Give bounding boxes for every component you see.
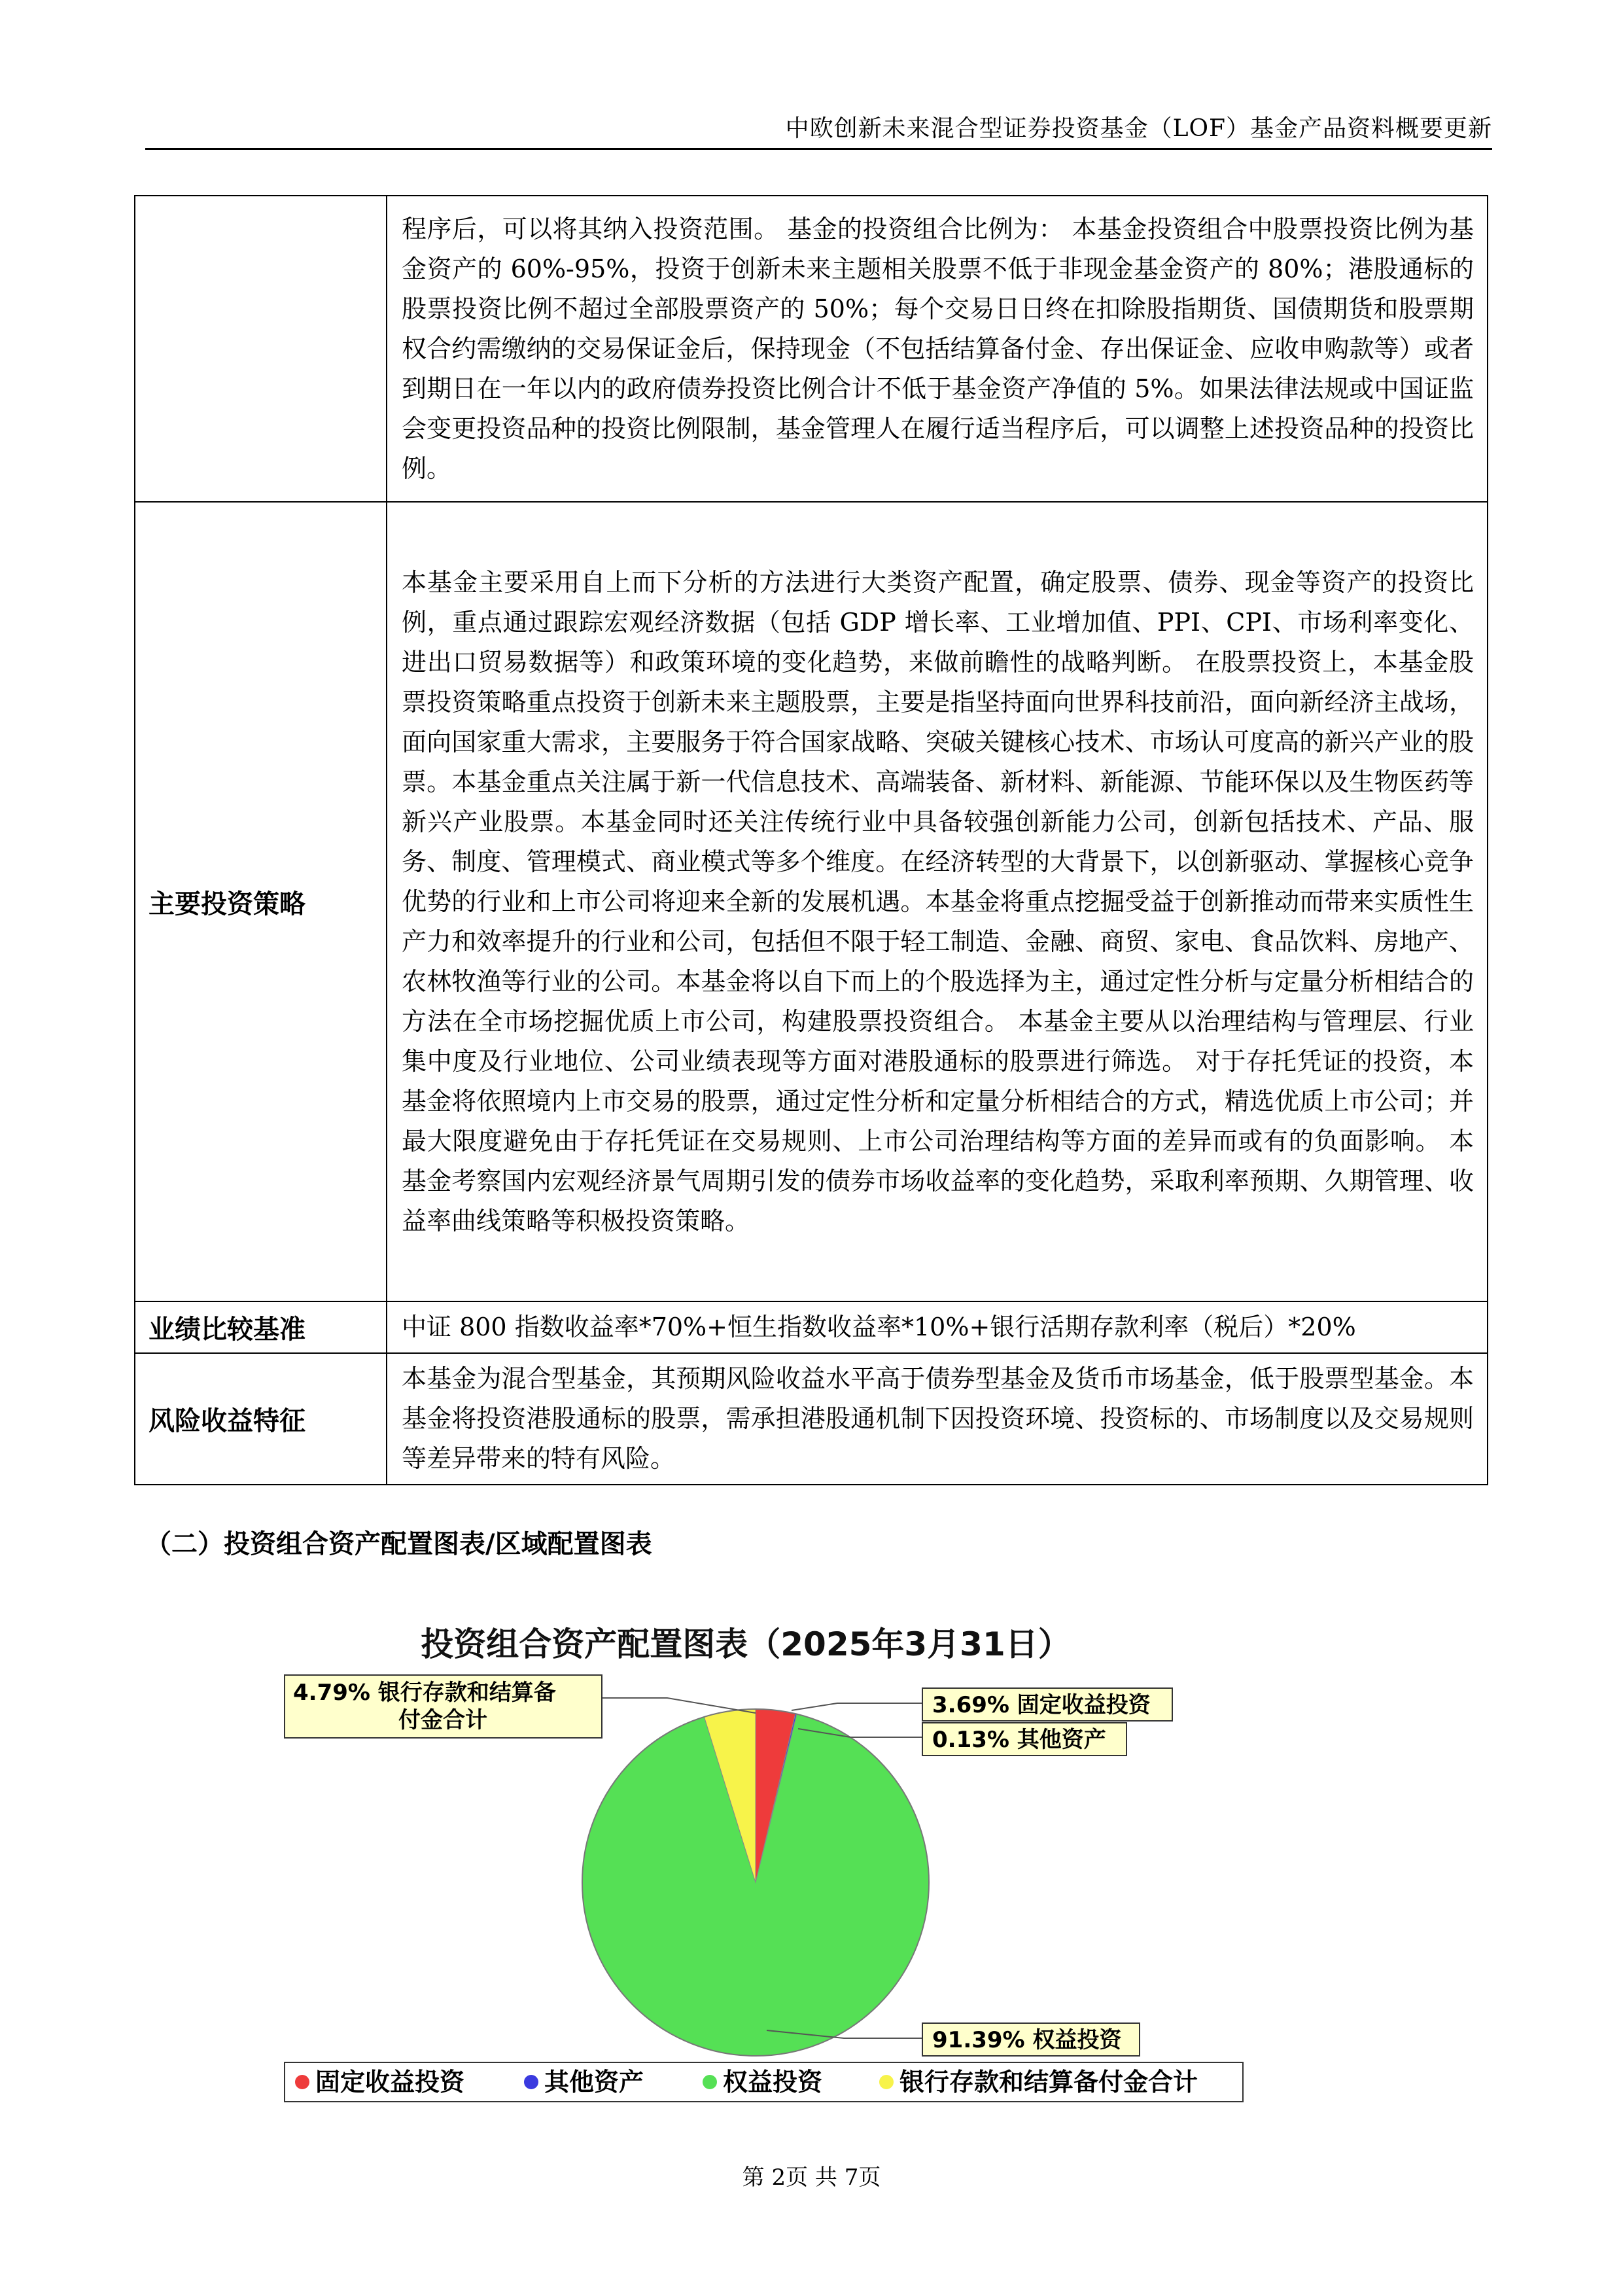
- row-text: 本基金主要采用自上而下分析的方法进行大类资产配置，确定股票、债券、现金等资产的投资比例，重点通过跟踪宏观经济数据（包括 GDP 增长率、工业增加值、PPI、CPI、市场利率变化、进出口贸易数据等）和政策环境的变化趋势，来做前瞻性的战略判断。 在股票投资上，本基金股票投资策略重点投资于创新未来主题股票，主要是指坚持面向世界科技前沿，面向新经济主战场，面向国家重大需求，主要服务于符合国家战略、突破关键核心技术、市场认可度高的新兴产业的股票。本基金重点关注属于新一代信息技术、高端装备、新材料、新能源、节能环保以及生物医药等新兴产业股票。本基金同时还关注传统行业中具备较强创新能力公司，创新包括技术、产品、服务、制度、管理模式、商业模式等多个维度。在经济转型的大背景下，以创新驱动、掌握核心竞争优势的行业和上市公司将迎来全新的发展机遇。本基金将重点挖掘受益于创新推动而带来实质性生产力和效率提升的行业和公司，包括但不限于轻工制造、金融、商贸、家电、食品饮料、房地产、农林牧渔等行业的公司。本基金将以自下而上的个股选择为主，通过定性分析与定量分析相结合的方法在全市场挖掘优质上市公司，构建股票投资组合。 本基金主要从以治理结构与管理层、行业集中度及行业地位、公司业绩表现等方面对港股通标的股票进行筛选。 对于存托凭证的投资，本基金将依照境内上市交易的股票，通过定性分析和定量分析相结合的方式，精选优质上市公司；并最大限度避免由于存托凭证在交易规则、上市公司治理结构等方面的差异而或有的负面影响。 本基金考察国内宏观经济景气周期引发的债券市场收益率的变化趋势，采取利率预期、久期管理、收益率曲线策略等积极投资策略。: [402, 567, 1474, 1235]
- legend-item-equity: 权益投资: [723, 2068, 823, 2096]
- fund-info-table: [134, 195, 1488, 1485]
- label-box-equity: [922, 2023, 1140, 2056]
- label-fixed-income: 3.69% 固定收益投资: [932, 1692, 1151, 1718]
- label-box-fixed-income: [922, 1688, 1172, 1721]
- row-content: [387, 1301, 1488, 1353]
- leader-line-fixed-income: [792, 1703, 922, 1710]
- section-heading: （二）投资组合资产配置图表/区域配置图表: [145, 1529, 652, 1559]
- row-label: [135, 196, 387, 502]
- label-box-cash: [285, 1675, 602, 1738]
- legend-item-cash: 银行存款和结算备付金合计: [899, 2068, 1198, 2096]
- asset-allocation-pie-chart: [275, 1597, 1256, 2107]
- table-row: [135, 1301, 1488, 1353]
- label-cash-line2: 付金合计: [398, 1707, 487, 1733]
- row-text: 程序后，可以将其纳入投资范围。 基金的投资组合比例为： 本基金投资组合中股票投资比例为基金资产的 60%-95%，投资于创新未来主题相关股票不低于非现金基金资产的 80%；港股通标的股票投资比例不超过全部股票资产的 50%；每个交易日日终在扣除股指期货、国债期货和股票期权合约需缴纳的交易保证金后，保持现金（不包括结算备付金、存出保证金、应收申购款等）或者到期日在一年以内的政府债券投资比例合计不低于基金资产净值的 5%。如果法律法规或中国证监会变更投资品种的投资比例限制，基金管理人在履行适当程序后，可以调整上述投资品种的投资比例。: [402, 214, 1474, 483]
- chart-title: 投资组合资产配置图表（2025年3月31日）: [421, 1625, 1071, 1663]
- header-rule: [145, 148, 1492, 150]
- row-label: 风险收益特征: [135, 1353, 387, 1485]
- row-text: 本基金为混合型基金，其预期风险收益水平高于债券型基金及货币市场基金，低于股票型基金。本基金将投资港股通标的股票，需承担港股通机制下因投资环境、投资标的、市场制度以及交易规则等差异带来的特有风险。: [402, 1364, 1474, 1473]
- table-row: [135, 502, 1488, 1301]
- row-content: [387, 1353, 1488, 1485]
- row-text: 中证 800 指数收益率*70%+恒生指数收益率*10%+银行活期存款利率（税后）*20%: [402, 1313, 1356, 1341]
- label-cash-line1: 4.79% 银行存款和结算备: [293, 1680, 556, 1706]
- legend-marker: [295, 2075, 309, 2089]
- chart-legend: [285, 2062, 1243, 2102]
- legend-item-fixed-income: 固定收益投资: [315, 2068, 465, 2096]
- legend-marker: [703, 2075, 717, 2089]
- document-header-title: 中欧创新未来混合型证券投资基金（LOF）基金产品资料概要更新: [785, 115, 1492, 142]
- label-box-other-assets: [922, 1723, 1126, 1756]
- pie: [582, 1709, 929, 2056]
- page-number: 第 2页 共 7页: [742, 2164, 881, 2191]
- legend-item-other-assets: 其他资产: [544, 2068, 644, 2096]
- legend-marker: [879, 2075, 894, 2089]
- row-content: [387, 196, 1488, 502]
- row-label: 主要投资策略: [135, 502, 387, 1301]
- row-label: 业绩比较基准: [135, 1301, 387, 1353]
- table-row: [135, 196, 1488, 502]
- label-equity: 91.39% 权益投资: [932, 2027, 1122, 2053]
- legend-marker: [524, 2075, 538, 2089]
- label-other-assets: 0.13% 其他资产: [932, 1727, 1106, 1753]
- table-row: [135, 1353, 1488, 1485]
- row-content: [387, 502, 1488, 1301]
